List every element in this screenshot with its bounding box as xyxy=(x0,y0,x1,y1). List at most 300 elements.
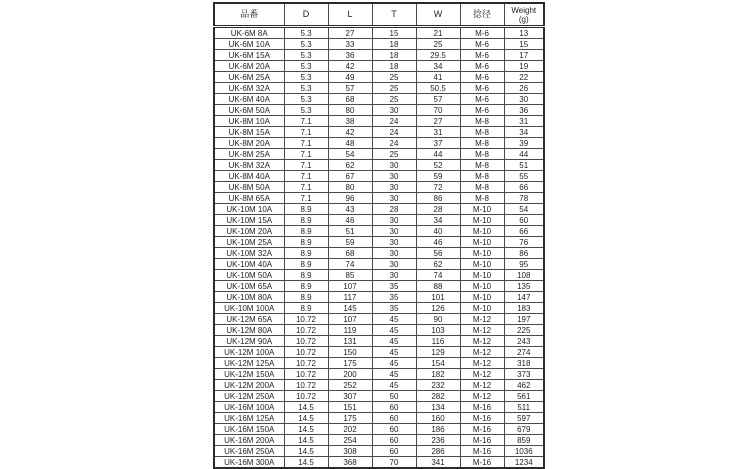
cell-value: 561 xyxy=(504,391,544,402)
cell-value: 182 xyxy=(416,369,460,380)
cell-value: 48 xyxy=(328,138,372,149)
table-row xyxy=(214,369,544,380)
cell-value: 7.1 xyxy=(284,149,328,160)
cell-value: 5.3 xyxy=(284,83,328,94)
cell-value: 41 xyxy=(416,72,460,83)
table-row xyxy=(214,83,544,94)
cell-value: 76 xyxy=(504,237,544,248)
cell-value: 10.72 xyxy=(284,336,328,347)
cell-value: M-6 xyxy=(460,94,504,105)
cell-value: 21 xyxy=(416,27,460,39)
cell-value: 51 xyxy=(328,226,372,237)
cell-part-number: UK-16M 200A xyxy=(214,435,284,446)
cell-value: 30 xyxy=(372,215,416,226)
cell-part-number: UK-8M 50A xyxy=(214,182,284,193)
cell-value: 19 xyxy=(504,61,544,72)
cell-value: 59 xyxy=(416,171,460,182)
cell-part-number: UK-10M 10A xyxy=(214,204,284,215)
cell-value: 44 xyxy=(504,149,544,160)
cell-value: 129 xyxy=(416,347,460,358)
table-row xyxy=(214,424,544,435)
cell-value: M-16 xyxy=(460,402,504,413)
cell-value: M-6 xyxy=(460,39,504,50)
cell-value: 28 xyxy=(416,204,460,215)
cell-value: 14.5 xyxy=(284,435,328,446)
cell-value: 25 xyxy=(372,72,416,83)
cell-part-number: UK-8M 20A xyxy=(214,138,284,149)
cell-part-number: UK-10M 15A xyxy=(214,215,284,226)
cell-value: 10.72 xyxy=(284,314,328,325)
cell-part-number: UK-8M 32A xyxy=(214,160,284,171)
cell-value: 35 xyxy=(372,303,416,314)
cell-value: M-10 xyxy=(460,237,504,248)
cell-value: 40 xyxy=(416,226,460,237)
column-header-label: Weight xyxy=(511,5,537,15)
cell-value: 68 xyxy=(328,248,372,259)
cell-value: M-8 xyxy=(460,182,504,193)
cell-value: 35 xyxy=(372,292,416,303)
cell-part-number: UK-10M 65A xyxy=(214,281,284,292)
cell-value: 45 xyxy=(372,380,416,391)
cell-value: 7.1 xyxy=(284,160,328,171)
cell-part-number: UK-10M 50A xyxy=(214,270,284,281)
cell-value: M-12 xyxy=(460,391,504,402)
cell-value: 151 xyxy=(328,402,372,413)
cell-value: 511 xyxy=(504,402,544,413)
spec-table-header xyxy=(214,3,544,27)
table-row xyxy=(214,237,544,248)
table-row xyxy=(214,105,544,116)
cell-value: M-16 xyxy=(460,457,504,469)
cell-value: 8.9 xyxy=(284,292,328,303)
cell-value: 45 xyxy=(372,369,416,380)
cell-value: 10.72 xyxy=(284,347,328,358)
cell-value: 150 xyxy=(328,347,372,358)
cell-value: 5.3 xyxy=(284,94,328,105)
cell-value: 44 xyxy=(416,149,460,160)
cell-value: 56 xyxy=(416,248,460,259)
cell-value: 597 xyxy=(504,413,544,424)
cell-value: 8.9 xyxy=(284,259,328,270)
cell-value: 46 xyxy=(416,237,460,248)
cell-value: 30 xyxy=(372,105,416,116)
cell-value: 30 xyxy=(372,171,416,182)
cell-value: 30 xyxy=(372,193,416,204)
cell-value: 14.5 xyxy=(284,446,328,457)
cell-value: 25 xyxy=(372,94,416,105)
cell-value: 30 xyxy=(372,237,416,248)
cell-value: 30 xyxy=(372,270,416,281)
cell-part-number: UK-12M 80A xyxy=(214,325,284,336)
header-row xyxy=(214,3,544,27)
cell-value: M-16 xyxy=(460,413,504,424)
table-row xyxy=(214,325,544,336)
cell-value: 7.1 xyxy=(284,193,328,204)
cell-value: 51 xyxy=(504,160,544,171)
cell-value: 107 xyxy=(328,314,372,325)
cell-value: 308 xyxy=(328,446,372,457)
cell-value: 57 xyxy=(416,94,460,105)
cell-value: 8.9 xyxy=(284,281,328,292)
cell-value: 18 xyxy=(372,61,416,72)
cell-value: 52 xyxy=(416,160,460,171)
table-row xyxy=(214,413,544,424)
cell-value: 7.1 xyxy=(284,182,328,193)
cell-value: 175 xyxy=(328,413,372,424)
cell-value: 10.72 xyxy=(284,358,328,369)
cell-value: 95 xyxy=(504,259,544,270)
cell-value: 10.72 xyxy=(284,391,328,402)
cell-value: 274 xyxy=(504,347,544,358)
cell-value: 27 xyxy=(416,116,460,127)
cell-value: 60 xyxy=(372,435,416,446)
cell-value: 108 xyxy=(504,270,544,281)
table-row xyxy=(214,27,544,39)
cell-value: 131 xyxy=(328,336,372,347)
cell-value: M-8 xyxy=(460,127,504,138)
cell-value: M-12 xyxy=(460,314,504,325)
cell-value: 116 xyxy=(416,336,460,347)
cell-part-number: UK-8M 15A xyxy=(214,127,284,138)
cell-value: 307 xyxy=(328,391,372,402)
cell-value: 42 xyxy=(328,61,372,72)
cell-value: 232 xyxy=(416,380,460,391)
cell-value: M-10 xyxy=(460,270,504,281)
cell-part-number: UK-6M 15A xyxy=(214,50,284,61)
cell-value: 45 xyxy=(372,358,416,369)
cell-part-number: UK-10M 20A xyxy=(214,226,284,237)
table-row xyxy=(214,303,544,314)
cell-part-number: UK-10M 80A xyxy=(214,292,284,303)
cell-part-number: UK-6M 32A xyxy=(214,83,284,94)
cell-value: M-6 xyxy=(460,72,504,83)
cell-part-number: UK-10M 32A xyxy=(214,248,284,259)
table-row xyxy=(214,160,544,171)
table-row xyxy=(214,72,544,83)
cell-value: 36 xyxy=(504,105,544,116)
cell-value: 54 xyxy=(504,204,544,215)
cell-value: 34 xyxy=(504,127,544,138)
cell-value: 86 xyxy=(504,248,544,259)
cell-value: 18 xyxy=(372,39,416,50)
cell-value: 160 xyxy=(416,413,460,424)
spec-table-container xyxy=(213,2,543,467)
table-row xyxy=(214,457,544,469)
cell-value: 126 xyxy=(416,303,460,314)
table-row xyxy=(214,127,544,138)
cell-value: 183 xyxy=(504,303,544,314)
cell-value: M-8 xyxy=(460,149,504,160)
cell-part-number: UK-8M 10A xyxy=(214,116,284,127)
cell-value: 5.3 xyxy=(284,72,328,83)
cell-value: 42 xyxy=(328,127,372,138)
cell-part-number: UK-16M 150A xyxy=(214,424,284,435)
cell-value: 34 xyxy=(416,215,460,226)
cell-value: 7.1 xyxy=(284,127,328,138)
cell-part-number: UK-12M 150A xyxy=(214,369,284,380)
cell-value: 60 xyxy=(372,413,416,424)
cell-value: M-16 xyxy=(460,435,504,446)
cell-value: 74 xyxy=(328,259,372,270)
cell-value: 31 xyxy=(504,116,544,127)
cell-value: M-12 xyxy=(460,369,504,380)
cell-value: 30 xyxy=(372,182,416,193)
cell-value: 117 xyxy=(328,292,372,303)
cell-part-number: UK-6M 50A xyxy=(214,105,284,116)
cell-value: 202 xyxy=(328,424,372,435)
cell-value: 8.9 xyxy=(284,248,328,259)
cell-part-number: UK-12M 200A xyxy=(214,380,284,391)
column-header-1: D xyxy=(284,3,328,27)
cell-value: 66 xyxy=(504,182,544,193)
cell-value: 7.1 xyxy=(284,116,328,127)
cell-value: M-8 xyxy=(460,171,504,182)
cell-value: M-12 xyxy=(460,358,504,369)
cell-value: 86 xyxy=(416,193,460,204)
cell-value: 14.5 xyxy=(284,424,328,435)
cell-value: M-10 xyxy=(460,215,504,226)
column-header-6 xyxy=(504,3,544,27)
cell-value: M-10 xyxy=(460,292,504,303)
cell-value: M-6 xyxy=(460,61,504,72)
table-row xyxy=(214,171,544,182)
cell-value: 54 xyxy=(328,149,372,160)
cell-value: 55 xyxy=(504,171,544,182)
cell-value: 70 xyxy=(416,105,460,116)
cell-value: 462 xyxy=(504,380,544,391)
cell-value: 45 xyxy=(372,347,416,358)
cell-value: 33 xyxy=(328,39,372,50)
cell-value: 186 xyxy=(416,424,460,435)
cell-value: 101 xyxy=(416,292,460,303)
cell-value: 15 xyxy=(504,39,544,50)
cell-value: M-16 xyxy=(460,424,504,435)
column-header-5: 捻径 xyxy=(460,3,504,27)
cell-part-number: UK-8M 40A xyxy=(214,171,284,182)
cell-value: 373 xyxy=(504,369,544,380)
cell-part-number: UK-10M 100A xyxy=(214,303,284,314)
cell-value: 18 xyxy=(372,50,416,61)
cell-value: 14.5 xyxy=(284,457,328,469)
cell-part-number: UK-10M 25A xyxy=(214,237,284,248)
table-row xyxy=(214,248,544,259)
cell-value: M-10 xyxy=(460,204,504,215)
cell-value: M-8 xyxy=(460,160,504,171)
cell-part-number: UK-16M 125A xyxy=(214,413,284,424)
cell-value: 30 xyxy=(372,226,416,237)
cell-value: 78 xyxy=(504,193,544,204)
cell-value: M-6 xyxy=(460,105,504,116)
table-row xyxy=(214,281,544,292)
cell-value: 22 xyxy=(504,72,544,83)
cell-value: 62 xyxy=(328,160,372,171)
cell-value: 35 xyxy=(372,281,416,292)
cell-value: 10.72 xyxy=(284,380,328,391)
cell-value: 66 xyxy=(504,226,544,237)
column-header-unit: (g) xyxy=(518,14,529,24)
cell-part-number: UK-6M 40A xyxy=(214,94,284,105)
cell-value: 119 xyxy=(328,325,372,336)
cell-value: M-8 xyxy=(460,116,504,127)
cell-value: 25 xyxy=(372,83,416,94)
cell-value: 62 xyxy=(416,259,460,270)
cell-value: M-10 xyxy=(460,248,504,259)
cell-value: M-16 xyxy=(460,446,504,457)
cell-value: 45 xyxy=(372,336,416,347)
cell-value: 318 xyxy=(504,358,544,369)
table-row xyxy=(214,380,544,391)
cell-part-number: UK-16M 100A xyxy=(214,402,284,413)
cell-part-number: UK-6M 10A xyxy=(214,39,284,50)
cell-value: 859 xyxy=(504,435,544,446)
cell-value: M-10 xyxy=(460,226,504,237)
cell-value: 14.5 xyxy=(284,402,328,413)
cell-value: M-6 xyxy=(460,50,504,61)
cell-value: 175 xyxy=(328,358,372,369)
cell-value: 135 xyxy=(504,281,544,292)
table-row xyxy=(214,314,544,325)
cell-value: M-8 xyxy=(460,138,504,149)
cell-value: 60 xyxy=(504,215,544,226)
table-row xyxy=(214,259,544,270)
cell-value: 37 xyxy=(416,138,460,149)
cell-value: 45 xyxy=(372,314,416,325)
cell-value: M-6 xyxy=(460,27,504,39)
cell-value: 24 xyxy=(372,116,416,127)
table-row xyxy=(214,391,544,402)
cell-value: 85 xyxy=(328,270,372,281)
cell-value: 5.3 xyxy=(284,61,328,72)
cell-value: 10.72 xyxy=(284,369,328,380)
cell-value: 96 xyxy=(328,193,372,204)
cell-value: 30 xyxy=(504,94,544,105)
cell-value: 225 xyxy=(504,325,544,336)
cell-value: 39 xyxy=(504,138,544,149)
cell-part-number: UK-10M 40A xyxy=(214,259,284,270)
column-header-4: W xyxy=(416,3,460,27)
table-row xyxy=(214,336,544,347)
cell-part-number: UK-12M 250A xyxy=(214,391,284,402)
table-row xyxy=(214,435,544,446)
cell-value: 67 xyxy=(328,171,372,182)
cell-value: 200 xyxy=(328,369,372,380)
cell-value: 25 xyxy=(416,39,460,50)
cell-value: 243 xyxy=(504,336,544,347)
cell-value: 70 xyxy=(372,457,416,469)
cell-value: 60 xyxy=(372,424,416,435)
cell-value: 25 xyxy=(372,149,416,160)
table-row xyxy=(214,215,544,226)
table-row xyxy=(214,402,544,413)
cell-value: 679 xyxy=(504,424,544,435)
table-row xyxy=(214,138,544,149)
cell-value: M-10 xyxy=(460,303,504,314)
table-row xyxy=(214,292,544,303)
cell-value: 154 xyxy=(416,358,460,369)
cell-value: 5.3 xyxy=(284,105,328,116)
table-row xyxy=(214,193,544,204)
cell-value: 36 xyxy=(328,50,372,61)
cell-value: 90 xyxy=(416,314,460,325)
cell-value: M-8 xyxy=(460,193,504,204)
cell-value: 8.9 xyxy=(284,204,328,215)
cell-value: 24 xyxy=(372,127,416,138)
cell-value: 68 xyxy=(328,94,372,105)
cell-value: 368 xyxy=(328,457,372,469)
table-row xyxy=(214,358,544,369)
cell-value: 49 xyxy=(328,72,372,83)
cell-part-number: UK-8M 25A xyxy=(214,149,284,160)
cell-value: 74 xyxy=(416,270,460,281)
table-row xyxy=(214,347,544,358)
cell-value: 88 xyxy=(416,281,460,292)
cell-part-number: UK-12M 90A xyxy=(214,336,284,347)
cell-value: 8.9 xyxy=(284,215,328,226)
cell-value: 38 xyxy=(328,116,372,127)
column-header-0: 品番 xyxy=(214,3,284,27)
cell-value: 80 xyxy=(328,182,372,193)
cell-value: 60 xyxy=(372,402,416,413)
cell-value: 50.5 xyxy=(416,83,460,94)
cell-value: M-12 xyxy=(460,325,504,336)
table-row xyxy=(214,226,544,237)
cell-value: 134 xyxy=(416,402,460,413)
cell-value: 8.9 xyxy=(284,226,328,237)
cell-value: 45 xyxy=(372,325,416,336)
cell-value: 34 xyxy=(416,61,460,72)
cell-value: 103 xyxy=(416,325,460,336)
cell-value: 147 xyxy=(504,292,544,303)
cell-value: 27 xyxy=(328,27,372,39)
cell-value: 30 xyxy=(372,160,416,171)
table-row xyxy=(214,39,544,50)
table-row xyxy=(214,182,544,193)
cell-value: M-12 xyxy=(460,380,504,391)
cell-value: 14.5 xyxy=(284,413,328,424)
cell-value: 28 xyxy=(372,204,416,215)
cell-value: 1036 xyxy=(504,446,544,457)
table-row xyxy=(214,149,544,160)
cell-value: M-12 xyxy=(460,347,504,358)
cell-value: 59 xyxy=(328,237,372,248)
cell-value: 72 xyxy=(416,182,460,193)
cell-value: 57 xyxy=(328,83,372,94)
cell-value: 5.3 xyxy=(284,27,328,39)
cell-value: 15 xyxy=(372,27,416,39)
cell-value: 31 xyxy=(416,127,460,138)
cell-value: 5.3 xyxy=(284,50,328,61)
cell-value: 43 xyxy=(328,204,372,215)
cell-value: 13 xyxy=(504,27,544,39)
cell-value: M-10 xyxy=(460,281,504,292)
cell-value: 7.1 xyxy=(284,138,328,149)
cell-value: 8.9 xyxy=(284,303,328,314)
cell-value: 30 xyxy=(372,248,416,259)
cell-value: 30 xyxy=(372,259,416,270)
column-header-2: L xyxy=(328,3,372,27)
cell-value: 80 xyxy=(328,105,372,116)
cell-value: 24 xyxy=(372,138,416,149)
table-row xyxy=(214,204,544,215)
cell-value: 60 xyxy=(372,446,416,457)
table-row xyxy=(214,116,544,127)
cell-value: 50 xyxy=(372,391,416,402)
spec-table xyxy=(213,2,545,469)
cell-value: 282 xyxy=(416,391,460,402)
cell-value: 254 xyxy=(328,435,372,446)
cell-part-number: UK-6M 8A xyxy=(214,27,284,39)
cell-value: 197 xyxy=(504,314,544,325)
